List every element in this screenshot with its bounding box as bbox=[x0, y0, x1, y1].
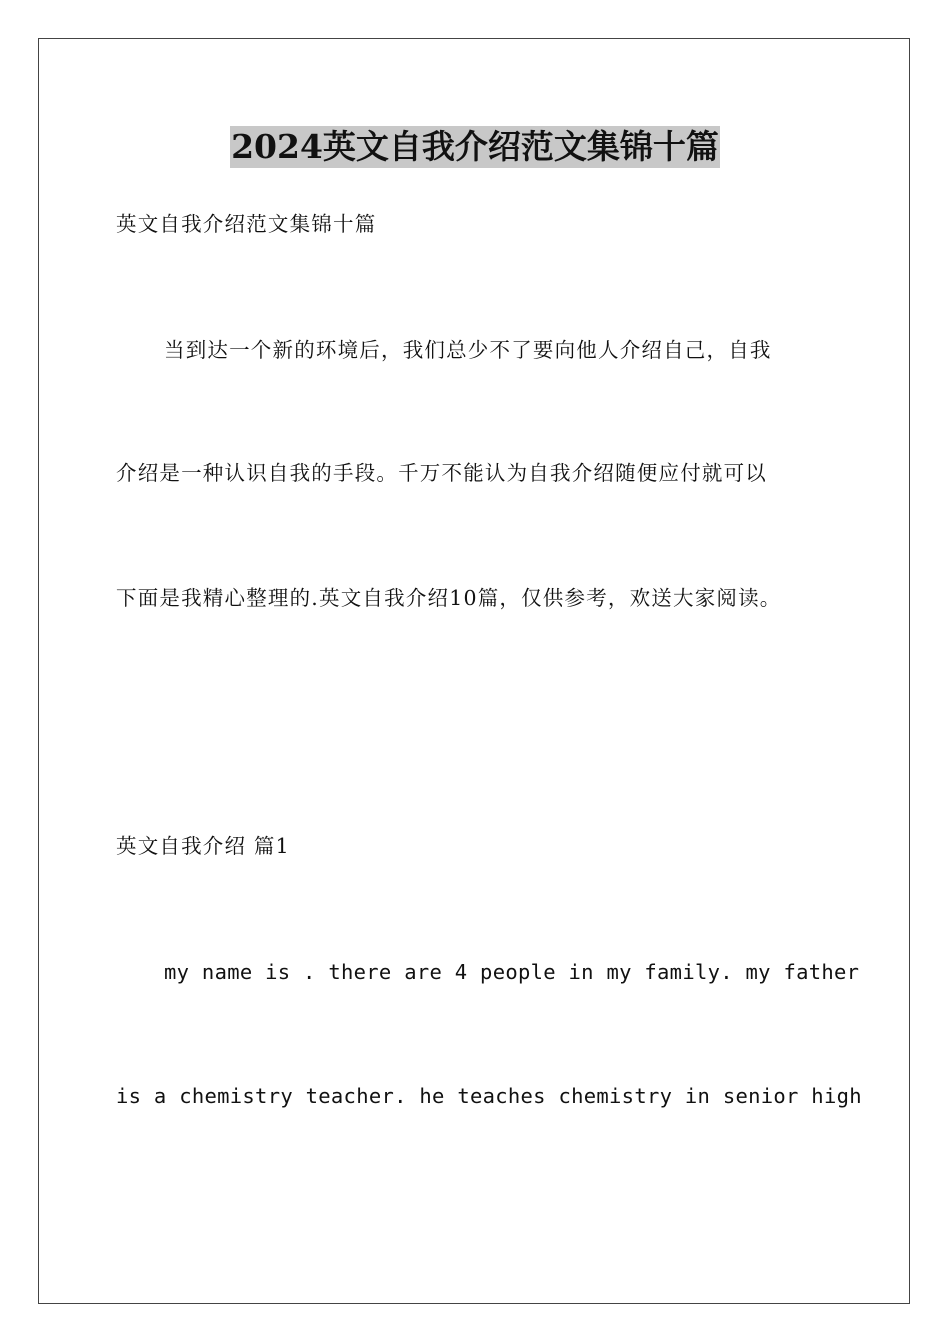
section-heading: 英文自我介绍 篇1 bbox=[116, 834, 290, 858]
intro-line-1: 当到达一个新的环境后，我们总少不了要向他人介绍自己，自我 bbox=[164, 338, 772, 362]
title-container bbox=[0, 126, 950, 168]
document-title: 2024英文自我介绍范文集锦十篇 bbox=[231, 127, 719, 166]
body-line-1: my name is . there are 4 people in my family. my father bbox=[164, 960, 860, 984]
intro-line-3: 下面是我精心整理的.英文自我介绍10篇，仅供参考，欢送大家阅读。 bbox=[116, 586, 782, 610]
intro-line-2: 介绍是一种认识自我的手段。千万不能认为自我介绍随便应付就可以 bbox=[116, 461, 767, 485]
body-line-2: is a chemistry teacher. he teaches chemistry in senior high bbox=[116, 1084, 862, 1108]
document-subtitle: 英文自我介绍范文集锦十篇 bbox=[116, 212, 377, 236]
